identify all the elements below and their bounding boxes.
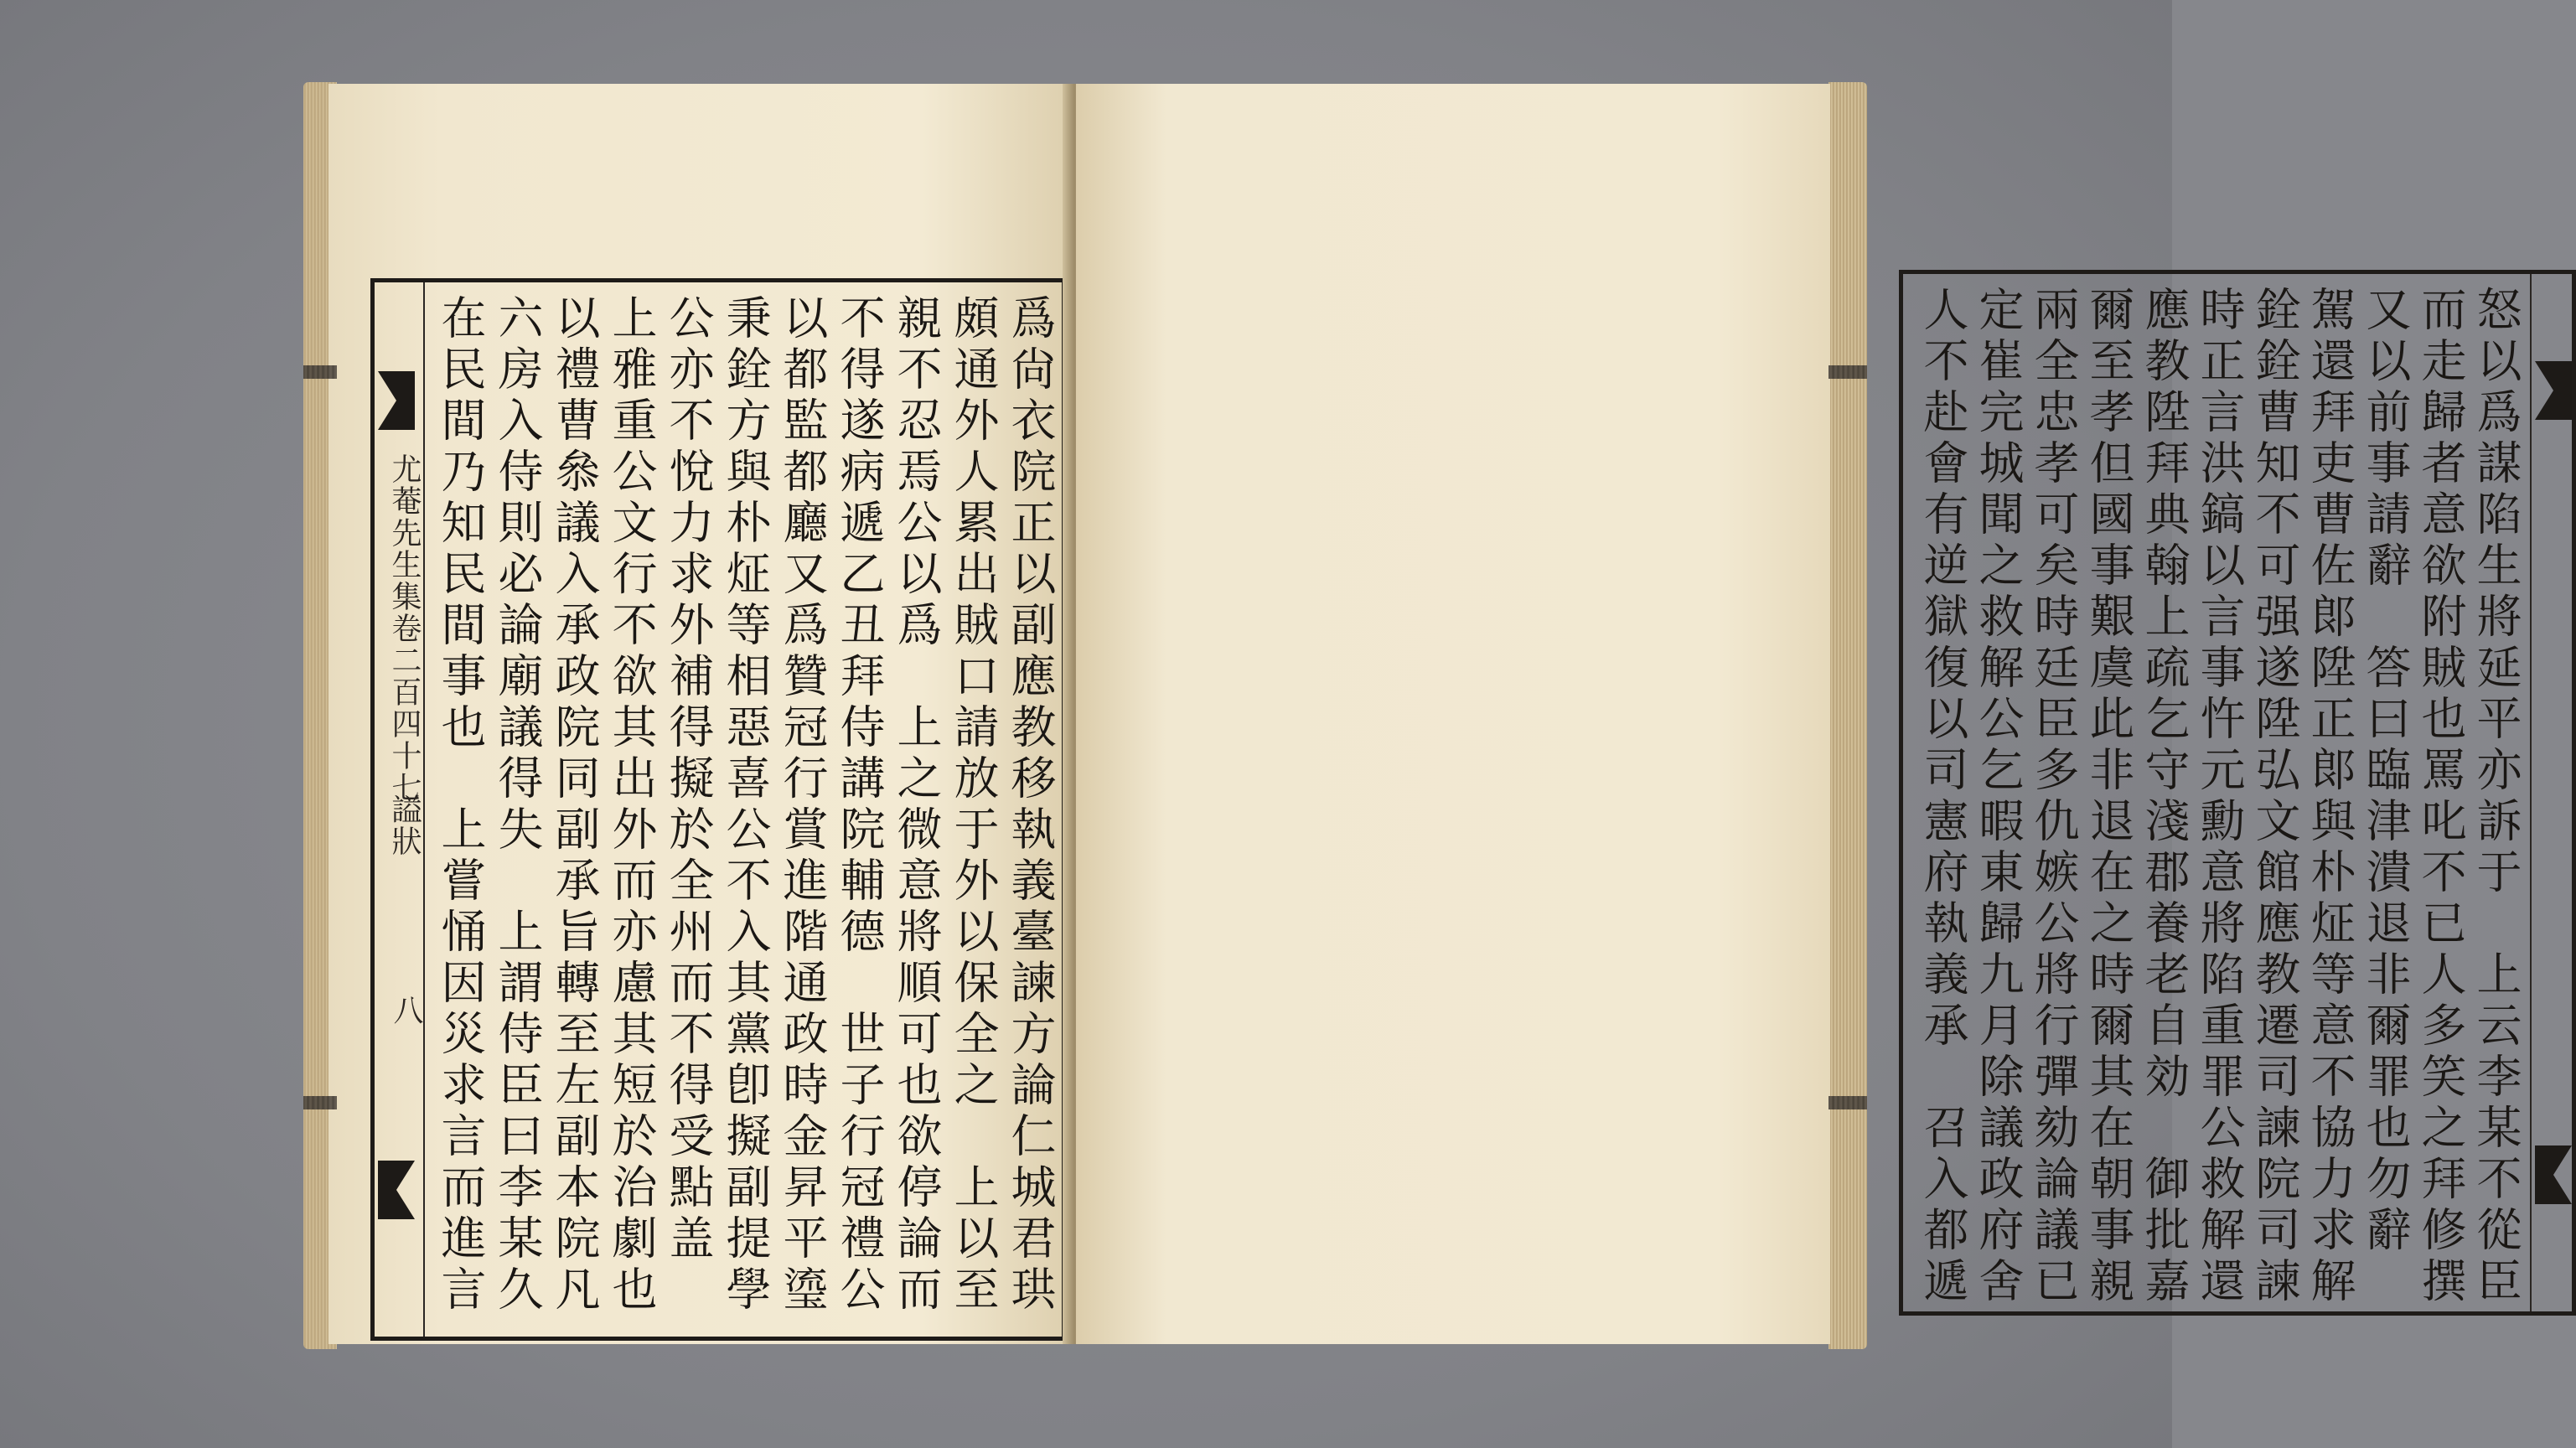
margin-page-number: 八 (389, 995, 423, 1027)
text-column: 爾至孝但國事艱虞此非退在之時爾其在朝事親 (2082, 286, 2135, 1308)
text-column: 兩全忠孝可矣時廷臣多仇嫉公將行彈劾論議已 (2027, 286, 2080, 1308)
binding-cord (1829, 365, 1867, 379)
text-column: 頗通外人累出賊口請放于外以保全之 上以至 (947, 294, 1000, 1316)
text-column: 六房入侍則必論廟議得失 上謂侍臣曰李某久 (491, 294, 544, 1316)
text-column: 時正言洪鎬以言事忤元勳意將陷重罪公救解還 (2193, 286, 2246, 1308)
fish-tail-ornament-bottom (378, 1161, 415, 1219)
text-column: 在民間乃知民間事也 上嘗悀因災求言而進言 (434, 294, 487, 1316)
text-column: 秉銓方與朴炡等相惡喜公不入其黨卽擬副提學 (719, 294, 772, 1316)
text-column: 又以前事請辭 答曰臨津潰退非爾罪也勿辭 (2359, 286, 2412, 1257)
right-page (1076, 84, 2522, 1344)
block-heart-rule (2530, 274, 2532, 1311)
left-page (328, 84, 1071, 1344)
text-column: 駕還拜吏曹佐郞陞正郞與朴炡等意不協力求解 (2304, 286, 2356, 1308)
fish-tail-ornament-top (2535, 361, 2572, 420)
margin-book-title: 尤菴先生集卷二百四十七 (387, 453, 422, 804)
text-column: 以禮曹叅議入承政院同副承旨轉至左副本院凡 (548, 294, 601, 1316)
text-column: 人不赴會有逆獄復以司憲府執義承 召入都遞 (1916, 286, 1969, 1308)
text-column: 上雅重公文行不欲其出外而亦慮其短於治劇也 (605, 294, 658, 1316)
text-column: 怒以爲謀陷生將延平亦訴于 上云李某不從臣 (2470, 286, 2522, 1308)
text-column: 以都監都廳又爲贊冠行賞進階通政時金昇平瑬 (776, 294, 829, 1316)
margin-section-label: 謚狀 (387, 794, 422, 857)
binding-cord (303, 365, 337, 379)
fish-tail-ornament-bottom (2535, 1145, 2572, 1204)
text-column: 定崔完城聞之救解公乞暇東歸九月除議政府舍 (1972, 286, 2025, 1308)
text-column: 銓銓曹知不可强遂陞弘文館應教遷司諫院司諫 (2248, 286, 2301, 1308)
text-column: 應教陞拜典翰上疏乞守淺郡養老自効 御批嘉 (2138, 286, 2191, 1308)
fish-tail-ornament-top (378, 371, 415, 430)
text-column: 親不忍焉公以爲 上之微意將順可也欲停論而 (890, 294, 943, 1316)
left-print-block (370, 278, 1066, 1341)
open-book (303, 75, 2522, 1358)
binding-cord (303, 1096, 337, 1109)
binding-cord (1829, 1096, 1867, 1109)
text-column: 公亦不悅力求外補得擬於全州而不得受點盖 (662, 294, 715, 1265)
text-column: 不得遂病遞乙丑拜侍講院輔德 世子行冠禮公 (833, 294, 886, 1316)
right-page-edges (1829, 82, 1867, 1349)
text-column: 而走歸者意欲附賊也罵叱不已人多笑之拜修撰 (2414, 286, 2467, 1308)
text-column: 爲尙衣院正以副應教移執義臺諫方論仁城君珙 (1004, 294, 1057, 1316)
right-print-block (1899, 270, 2576, 1316)
